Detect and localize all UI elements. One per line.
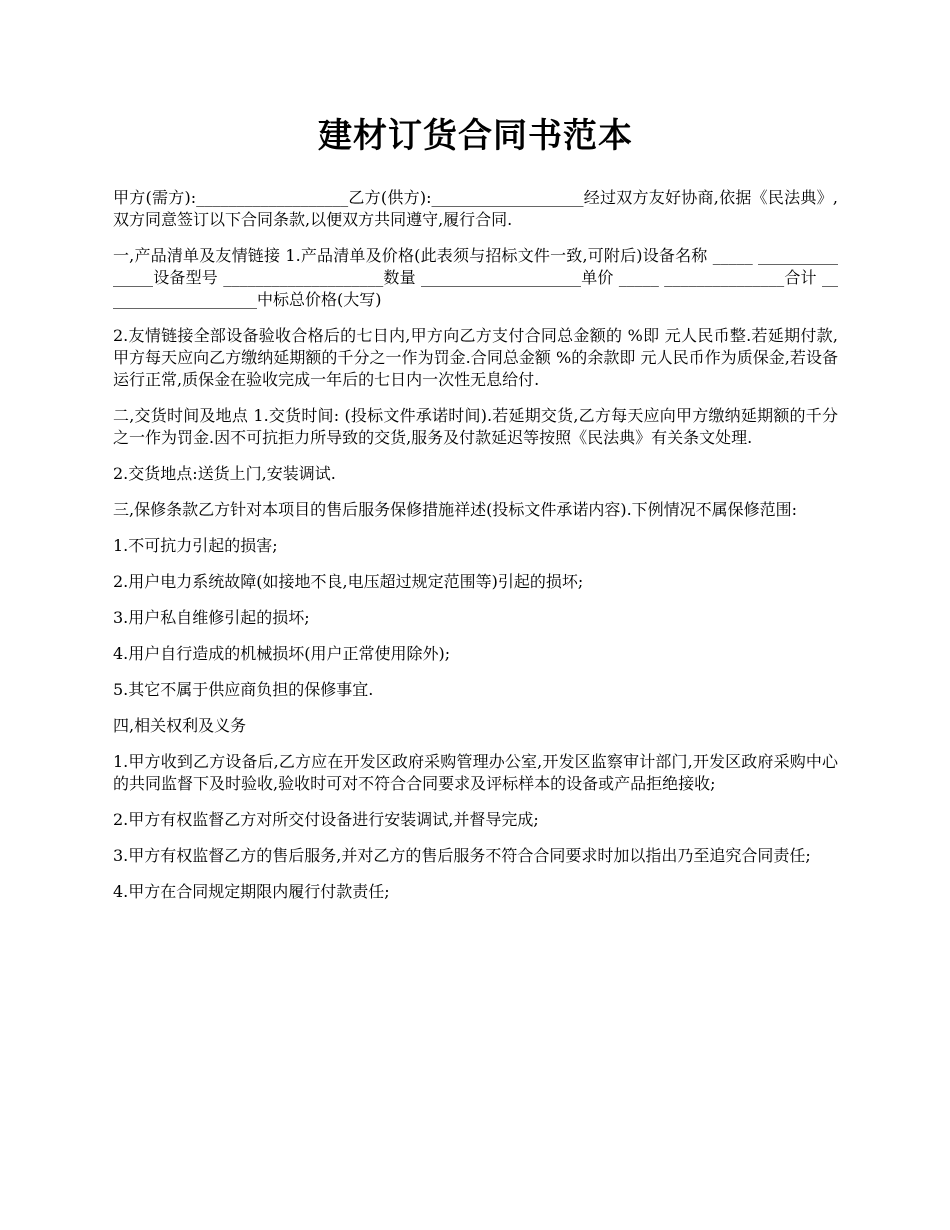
paragraph-warranty-item-1: 1.不可抗力引起的损害; (113, 536, 278, 555)
paragraph-delivery-place: 2.交货地点:送货上门,安装调试. (113, 464, 336, 483)
paragraph-rights-item-1: 1.甲方收到乙方设备后,乙方应在开发区政府采购管理办公室,开发区监察审计部门,开发区政府采购中心的共同监督下及时验收,验收时可对不符合合同要求及评标样本的设备或产品拒绝接收; (113, 752, 838, 793)
paragraph-payment: 2.友情链接全部设备验收合格后的七日内,甲方向乙方支付合同总金额的 %即 元人民币整.若延期付款,甲方每天应向乙方缴纳延期额的千分之一作为罚金.合同总金额 %的余款即 元人民币作为质保金,若设备运行正常,质保金在验收完成一年后的七日内一次性无息给付. (113, 326, 838, 389)
paragraph-rights-item-2: 2.甲方有权监督乙方对所交付设备进行安装调试,并督导完成; (113, 810, 539, 829)
paragraph-warranty-item-2: 2.用户电力系统故障(如接地不良,电压超过规定范围等)引起的损坏; (113, 572, 584, 591)
paragraph-warranty-item-5: 5.其它不属于供应商负担的保修事宜. (113, 680, 374, 699)
paragraph-rights-heading: 四,相关权利及义务 (113, 716, 247, 735)
paragraph-rights-item-4: 4.甲方在合同规定期限内履行付款责任; (113, 882, 390, 901)
paragraph-product-list: 一,产品清单及友情链接 1.产品清单及价格(此表须与招标文件一致,可附后)设备名称 _____ _______________设备型号 ____________________数量 ____________________单价 _____ _______________合计 ____________________中标总价格(大写) (113, 246, 838, 309)
paragraph-delivery-time: 二,交货时间及地点 1.交货时间: (投标文件承诺时间).若延期交货,乙方每天应向甲方缴纳延期额的千分之一作为罚金.因不可抗拒力所导致的交货,服务及付款延迟等按照《民法典》有关条文处理. (113, 406, 838, 447)
paragraph-warranty-item-4: 4.用户自行造成的机械损坏(用户正常使用除外); (113, 644, 451, 663)
paragraph-warranty: 三,保修条款乙方针对本项目的售后服务保修措施祥述(投标文件承诺内容).下例情况不属保修范围: (113, 500, 798, 519)
document-title: 建材订货合同书范本 (318, 116, 633, 156)
paragraph-preamble: 甲方(需方):___________________乙方(供方):___________________经过双方友好协商,依据《民法典》,双方同意签订以下合同条款,以便双方共同遵守,履行合同. (113, 188, 838, 229)
paragraph-rights-item-3: 3.甲方有权监督乙方的售后服务,并对乙方的售后服务不符合合同要求时加以指出乃至追究合同责任; (113, 846, 811, 865)
paragraph-warranty-item-3: 3.用户私自维修引起的损坏; (113, 608, 310, 627)
